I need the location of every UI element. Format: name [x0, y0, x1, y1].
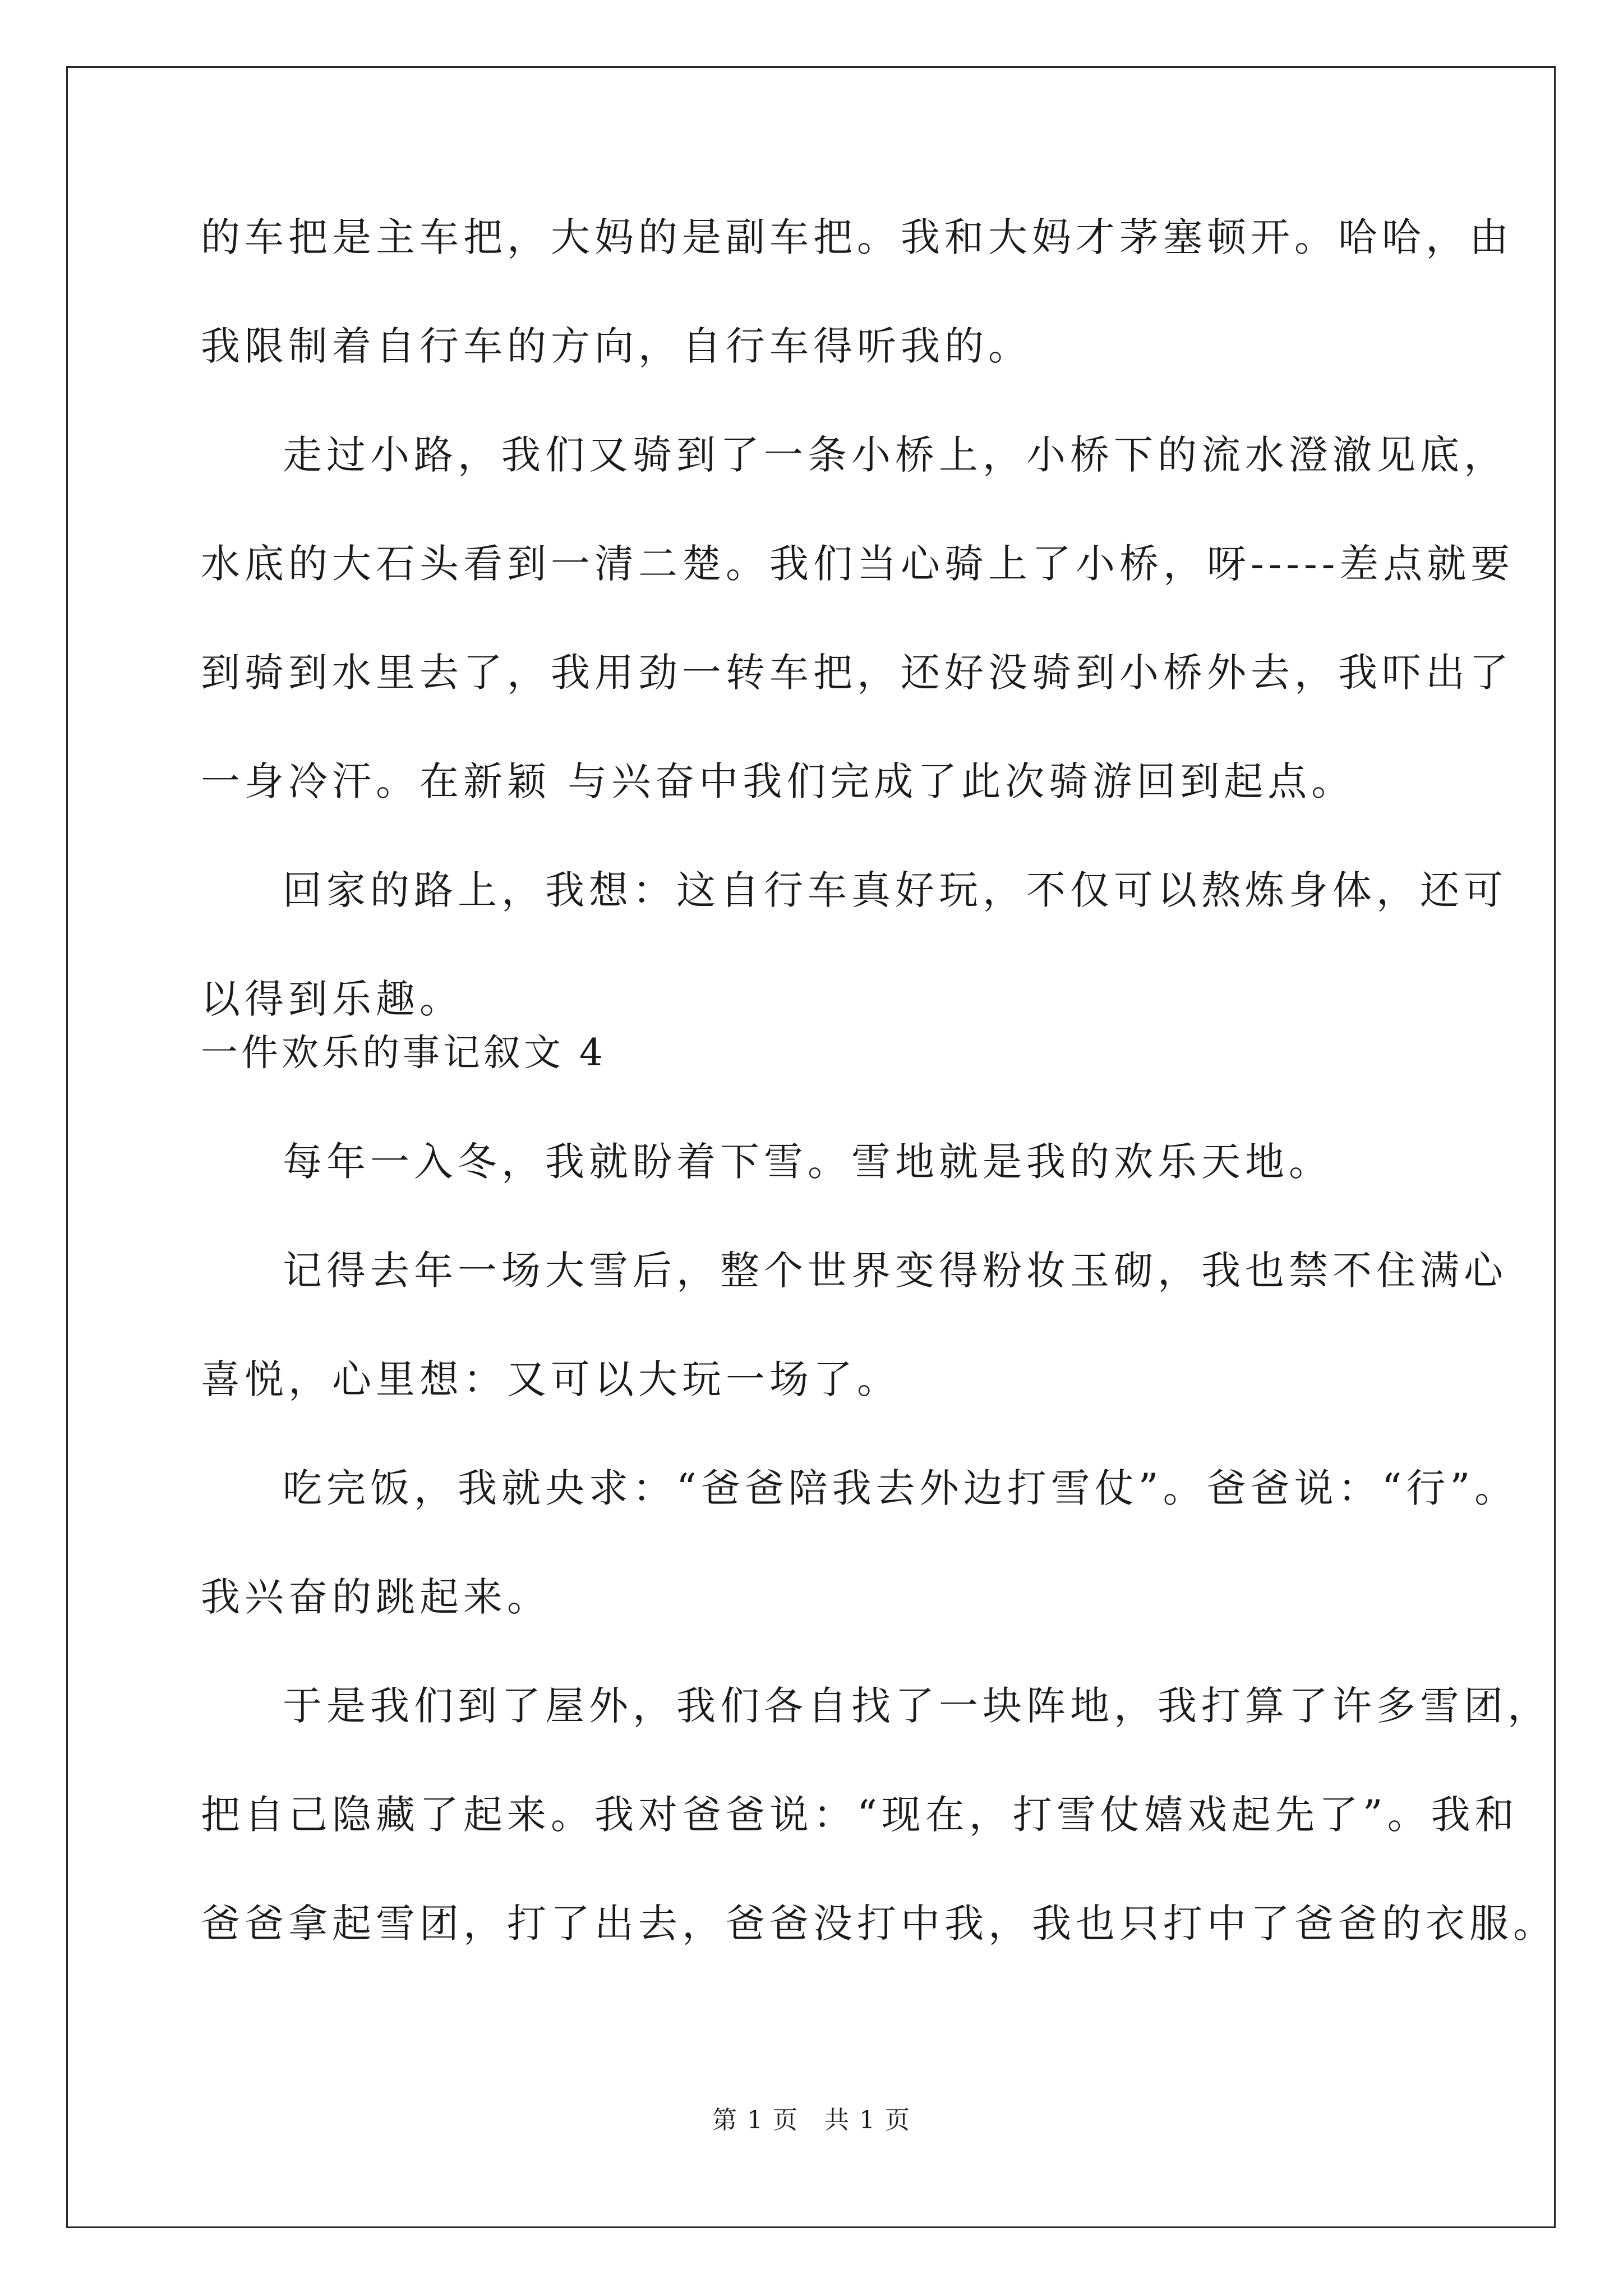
text-line: 我兴奋的跳起来。 — [201, 1574, 551, 1620]
text-line: 爸爸拿起雪团，打了出去，爸爸没打中我，我也只打中了爸爸的衣服。 — [201, 1901, 1557, 1947]
text-line: 回家的路上，我想：这自行车真好玩，不仅可以熬炼身体，还可 — [283, 867, 1507, 913]
text-line: 每年一入冬，我就盼着下雪。雪地就是我的欢乐天地。 — [283, 1139, 1332, 1185]
text-line: 吃完饭，我就央求：“爸爸陪我去外边打雪仗”。爸爸说：“行”。 — [283, 1465, 1519, 1511]
text-line: 以得到乐趣。 — [201, 976, 463, 1022]
text-line: 记得去年一场大雪后，整个世界变得粉妆玉砌，我也禁不住满心 — [283, 1248, 1507, 1294]
text-line: 水底的大石头看到一清二楚。我们当心骑上了小桥，呀-----差点就要 — [201, 541, 1515, 587]
text-line: 于是我们到了屋外，我们各自找了一块阵地，我打算了许多雪团， — [283, 1683, 1551, 1729]
text-line: 喜悦，心里想：又可以大玩一场了。 — [201, 1356, 901, 1402]
text-line: 把自己隐藏了起来。我对爸爸说：“现在，打雪仗嬉戏起先了”。我和 — [201, 1792, 1519, 1838]
text-line: 我限制着自行车的方向，自行车得听我的。 — [201, 323, 1032, 369]
text-line: 走过小路，我们又骑到了一条小桥上，小桥下的流水澄澈见底， — [283, 432, 1507, 478]
document-body — [201, 210, 1557, 1950]
text-line: 一身冷汗。在新颖 与兴奋中我们完成了此次骑游回到起点。 — [201, 758, 1355, 804]
page-footer: 第 1 页 共 1 页 — [712, 2106, 911, 2134]
text-line: 的车把是主车把，大妈的是副车把。我和大妈才茅塞顿开。哈哈，由 — [201, 214, 1513, 260]
section-heading: 一件欢乐的事记叙文 4 — [201, 1031, 606, 1074]
text-line: 到骑到水里去了，我用劲一转车把，还好没骑到小桥外去，我吓出了 — [201, 650, 1513, 696]
